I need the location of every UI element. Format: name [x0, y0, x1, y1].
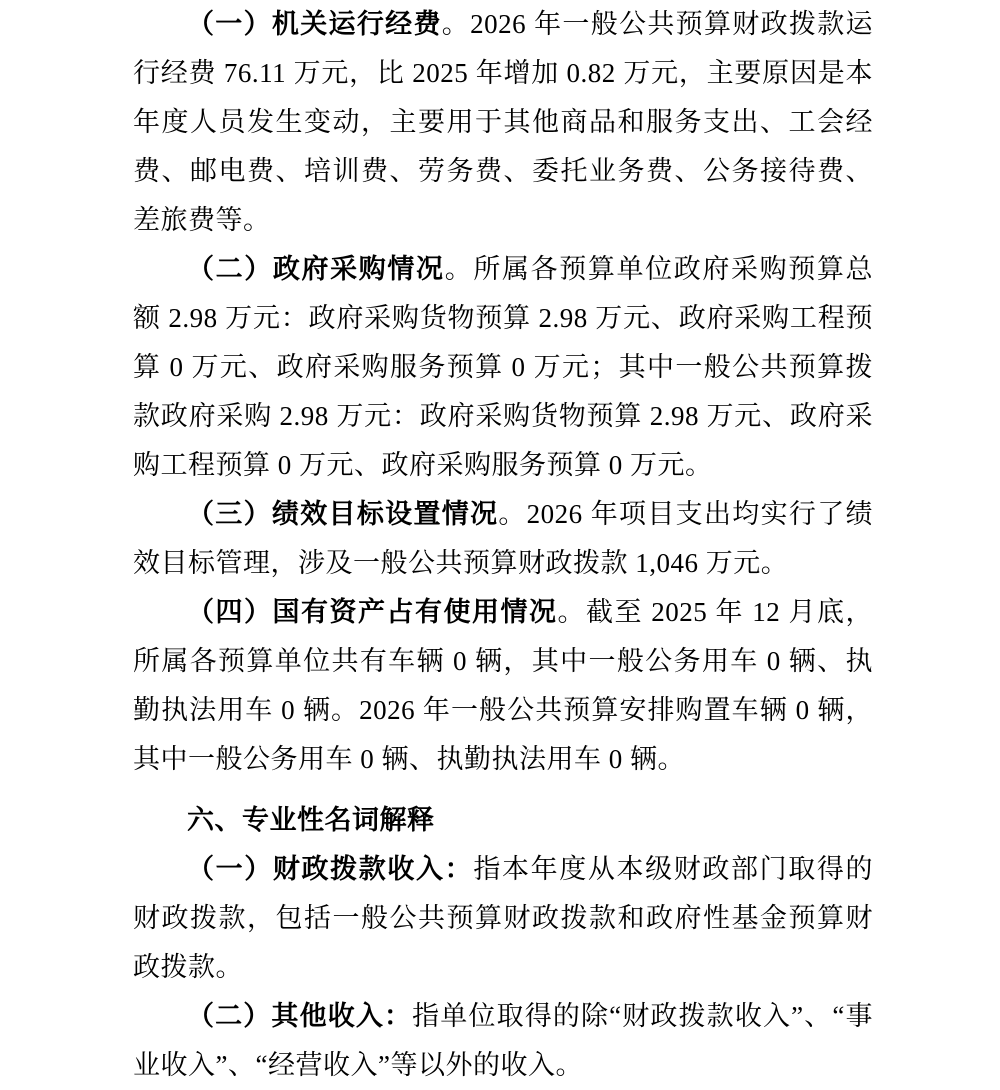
paragraph-lead-state-owned-assets: （四）国有资产占有使用情况 [187, 597, 558, 627]
paragraph-performance-targets [133, 490, 873, 588]
paragraph-body-state-owned-assets: 。截至 2025 年 12 月底，所属各预算单位共有车辆 0 辆，其中一般公务用车 0 辆、执勤执法用车 0 辆。2026 年一般公共预算安排购置车辆 0 辆，其中一般公务用车 0 辆、执勤执法用车 0 辆。 [133, 597, 873, 774]
paragraph-state-owned-assets [133, 588, 873, 784]
paragraph-agency-operating-expenses [133, 0, 873, 245]
paragraph-lead-performance-targets: （三）绩效目标设置情况 [187, 499, 499, 529]
paragraph-body-performance-targets: 。2026 年项目支出均实行了绩效目标管理，涉及一般公共预算财政拨款 1,046 万元。 [133, 499, 873, 578]
paragraph-term-fiscal-appropriation-income [133, 845, 873, 992]
paragraph-body-term-fiscal-appropriation-income: 指本年度从本级财政部门取得的财政拨款，包括一般公共预算财政拨款和政府性基金预算财政拨款。 [133, 854, 874, 982]
paragraph-government-procurement [133, 245, 873, 490]
section-heading-terminology: 六、专业性名词解释 [187, 805, 435, 835]
paragraph-body-term-other-income: 指单位取得的除“财政拨款收入”、“事业收入”、“经营收入”等以外的收入。 [133, 1001, 874, 1080]
paragraph-body-government-procurement: 。所属各预算单位政府采购预算总额 2.98 万元：政府采购货物预算 2.98 万元、政府采购工程预算 0 万元、政府采购服务预算 0 万元；其中一般公共预算拨款政府采购 2.98 万元：政府采购货物预算 2.98 万元、政府采购工程预算 0 万元、政府采购服务预算 0 万元。 [133, 254, 874, 480]
document-page [133, 0, 873, 1090]
paragraph-lead-term-other-income: （二）其他收入： [187, 1001, 413, 1031]
paragraph-lead-agency-operating-expenses: （一）机关运行经费 [187, 9, 442, 39]
paragraph-body-agency-operating-expenses: 。2026 年一般公共预算财政拨款运行经费 76.11 万元，比 2025 年增加 0.82 万元，主要原因是本年度人员发生变动，主要用于其他商品和服务支出、工会经费、邮电费、培训费、劳务费、委托业务费、公务接待费、差旅费等。 [133, 9, 874, 235]
paragraph-lead-term-fiscal-appropriation-income: （一）财政拨款收入： [187, 854, 474, 884]
paragraph-lead-government-procurement: （二）政府采购情况 [187, 254, 445, 284]
paragraph-term-other-income [133, 992, 873, 1090]
